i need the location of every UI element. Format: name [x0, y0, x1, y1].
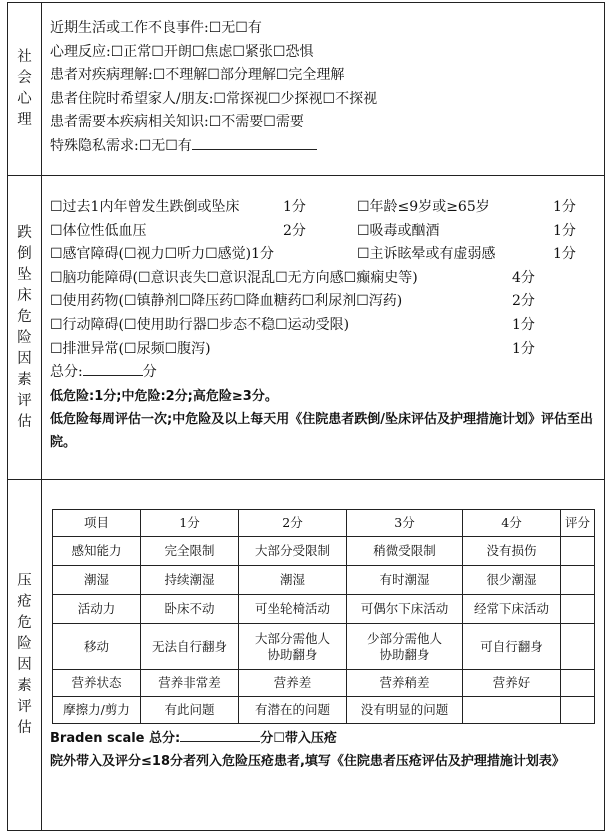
fall-score: 1分	[512, 340, 535, 357]
fall-score: 2分	[283, 222, 306, 239]
social-label-text	[17, 47, 32, 131]
fall-item: ☐过去1内年曾发生跌倒或坠床	[50, 199, 240, 215]
fall-row-5	[50, 290, 604, 314]
fall-score: 1分	[283, 199, 306, 215]
privacy-need-label: 特殊隐私需求:☐无☐有	[50, 137, 192, 154]
braden-cell-text: 少部分需他人协助翻身	[366, 630, 442, 662]
braden-cell: 潮湿	[53, 566, 141, 595]
braden-cell: 摩擦力/剪力	[53, 697, 141, 724]
section-label-char: 因	[17, 350, 32, 367]
fall-item: ☐主诉眩晕或有虚弱感	[357, 246, 496, 263]
braden-header: 项目	[53, 510, 141, 537]
braden-cell: 营养稍差	[347, 670, 463, 697]
pressure-section	[8, 480, 604, 830]
fall-score: 1分	[553, 199, 576, 215]
social-section-label	[8, 3, 42, 175]
section-label-char: 险	[17, 329, 32, 346]
social-line-1: 近期生活或工作不良事件:☐无☐有	[50, 20, 262, 36]
braden-header: 2分	[239, 510, 347, 537]
table-row	[53, 670, 595, 697]
braden-cell: 有潜在的问题	[239, 697, 347, 724]
braden-cell: 完全限制	[141, 537, 239, 566]
section-label-char: 因	[17, 657, 32, 673]
braden-total-suffix: 分☐带入压疮	[260, 731, 337, 746]
section-label-char: 估	[17, 413, 32, 430]
fall-total-line	[50, 361, 604, 385]
braden-cell: 可自行翻身	[463, 624, 561, 670]
braden-cell: 营养状态	[53, 670, 141, 697]
section-label-char: 压	[17, 573, 32, 589]
assessment-form	[7, 2, 605, 831]
fall-section-label	[8, 176, 42, 479]
section-label-char: 会	[17, 70, 32, 86]
pressure-label-text	[17, 571, 32, 739]
section-label-char: 险	[17, 636, 32, 652]
braden-header: 3分	[347, 510, 463, 537]
fall-row-6	[50, 314, 604, 338]
braden-cell: 营养好	[463, 670, 561, 697]
fall-row-4	[50, 267, 604, 291]
braden-header: 4分	[463, 510, 561, 537]
pressure-section-label	[8, 480, 42, 830]
social-line-3: 患者对疾病理解:☐不理解☐部分理解☐完全理解	[50, 67, 345, 84]
pressure-body	[42, 480, 604, 830]
section-label-char: 跌	[17, 224, 32, 241]
braden-header-row	[53, 510, 595, 537]
social-line-5: 患者需要本疾病相关知识:☐不需要☐需要	[50, 114, 304, 131]
braden-cell	[239, 624, 347, 670]
braden-cell	[463, 697, 561, 724]
social-body	[42, 3, 604, 175]
fall-row-1	[50, 196, 604, 220]
fall-item: ☐感官障碍(☐视力☐听力☐感觉)1分	[50, 246, 275, 263]
fall-total-blank[interactable]	[83, 361, 143, 376]
braden-cell: 感知能力	[53, 537, 141, 566]
fall-score: 1分	[553, 246, 576, 263]
section-label-char: 评	[17, 392, 32, 409]
braden-cell: 有此问题	[141, 697, 239, 724]
fall-total-unit: 分	[142, 364, 157, 381]
braden-cell: 很少潮湿	[463, 566, 561, 595]
section-label-char: 社	[17, 49, 32, 65]
section-label-char: 疮	[17, 594, 32, 610]
section-label-char: 危	[17, 308, 32, 325]
braden-total-label: Braden scale 总分:	[50, 731, 181, 746]
braden-score-cell[interactable]	[561, 697, 595, 724]
fall-score: 2分	[512, 293, 535, 310]
section-label-char: 理	[17, 112, 32, 128]
section-label-char: 心	[17, 91, 32, 107]
braden-cell: 大部分受限制	[239, 537, 347, 566]
braden-cell: 可偶尔下床活动	[347, 595, 463, 624]
fall-row-7	[50, 338, 604, 362]
pressure-instruction: 院外带入及评分≤18分者列入危险压疮患者,填写《住院患者压疮评估及护理措施计划表》	[50, 754, 565, 769]
fall-item: ☐体位性低血压	[50, 222, 147, 239]
fall-item: ☐行动障碍(☐使用助行器☐步态不稳☐运动受限)	[50, 316, 350, 333]
fall-score: 1分	[553, 222, 576, 239]
braden-cell-text: 大部分需他人协助翻身	[254, 630, 330, 662]
section-label-char: 床	[17, 287, 32, 304]
fall-item: ☐脑功能障碍(☐意识丧失☐意识混乱☐无方向感☐癫痫史等)	[50, 269, 418, 286]
braden-cell: 潮湿	[239, 566, 347, 595]
fall-body	[42, 176, 604, 479]
braden-cell: 活动力	[53, 595, 141, 624]
fall-item: ☐吸毒或酗酒	[357, 222, 440, 239]
section-label-char: 倒	[17, 245, 32, 262]
section-label-char: 估	[17, 720, 32, 736]
braden-total-blank[interactable]	[180, 729, 260, 742]
braden-cell: 稍微受限制	[347, 537, 463, 566]
fall-item: ☐排泄异常(☐尿频☐腹泻)	[50, 340, 211, 357]
braden-cell: 有时潮湿	[347, 566, 463, 595]
braden-total-line	[50, 727, 604, 750]
social-section	[8, 3, 604, 176]
braden-score-cell[interactable]	[561, 624, 595, 670]
section-label-char: 评	[17, 699, 32, 715]
section-label-char: 危	[17, 615, 32, 631]
braden-cell: 经常下床活动	[463, 595, 561, 624]
fall-section	[8, 176, 604, 480]
fall-total-label: 总分:	[50, 364, 83, 381]
braden-cell: 可坐轮椅活动	[239, 595, 347, 624]
braden-cell: 没有明显的问题	[347, 697, 463, 724]
social-line-4: 患者住院时希望家人/朋友:☐常探视☐少探视☐不探视	[50, 90, 378, 107]
braden-cell: 持续潮湿	[141, 566, 239, 595]
section-label-char: 素	[17, 371, 32, 388]
braden-score-cell[interactable]	[561, 670, 595, 697]
social-line-6	[50, 135, 604, 159]
braden-cell: 营养非常差	[141, 670, 239, 697]
fall-score: 1分	[512, 316, 535, 333]
braden-header: 评分	[561, 510, 595, 537]
section-label-char: 坠	[17, 266, 32, 283]
fall-risk-levels: 低危险:1分;中危险:2分;高危险≥3分。	[50, 388, 278, 404]
braden-table	[52, 509, 595, 724]
braden-score-cell[interactable]	[561, 595, 595, 624]
fall-score: 4分	[512, 269, 535, 286]
fall-item: ☐使用药物(☐镇静剂☐降压药☐降血糖药☐利尿剂☐泻药)	[50, 293, 403, 310]
braden-score-cell[interactable]	[561, 566, 595, 595]
fall-item: ☐年龄≤9岁或≥65岁	[357, 199, 490, 215]
braden-cell: 营养差	[239, 670, 347, 697]
section-label-char: 素	[17, 678, 32, 694]
braden-cell: 无法自行翻身	[141, 624, 239, 670]
table-row	[53, 595, 595, 624]
fall-row-2	[50, 220, 604, 244]
social-line-2: 心理反应:☐正常☐开朗☐焦虑☐紧张☐恐惧	[50, 43, 314, 60]
braden-score-cell[interactable]	[561, 537, 595, 566]
fall-label-text	[17, 223, 32, 433]
braden-cell	[347, 624, 463, 670]
braden-cell: 卧床不动	[141, 595, 239, 624]
braden-header: 1分	[141, 510, 239, 537]
table-row	[53, 537, 595, 566]
braden-cell: 移动	[53, 624, 141, 670]
table-row	[53, 624, 595, 670]
privacy-need-blank[interactable]	[192, 135, 317, 150]
table-row	[53, 566, 595, 595]
table-row	[53, 697, 595, 724]
fall-instruction: 低危险每周评估一次;中危险及以上每天用《住院患者跌倒/坠床评估及护理措施计划》评估至出院。	[50, 411, 593, 450]
fall-row-3	[50, 243, 604, 267]
braden-cell: 没有损伤	[463, 537, 561, 566]
